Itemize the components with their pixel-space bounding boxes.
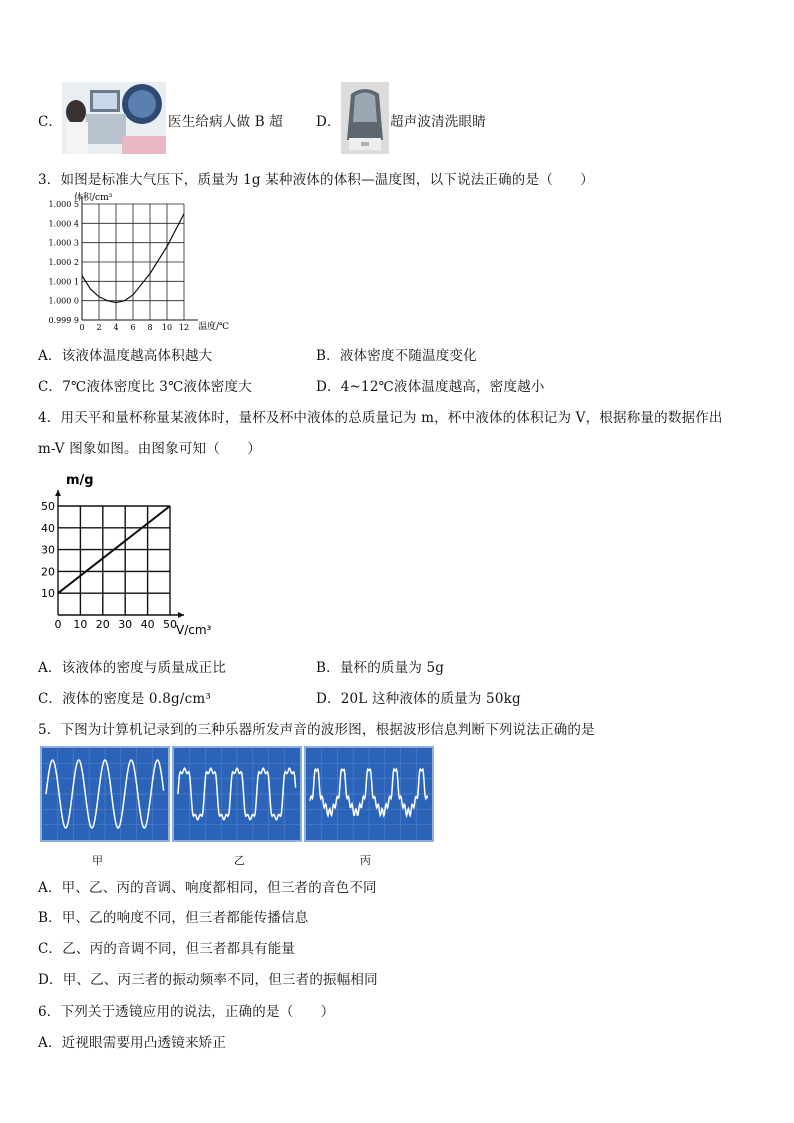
humidifier-photo [341,82,389,154]
q6-option-a: A．近视眼需要用凸透镜来矫正 [38,1035,227,1051]
q5-option-c: C．乙、丙的音调不同，但三者都具有能量 [38,941,296,957]
waveform-label-bing: 丙 [360,854,371,867]
chart3-xtick: 6 [130,323,136,332]
waveform-label-jia: 甲 [92,854,103,867]
chart3-ytick: 1.000 3 [48,238,79,248]
chart3-xtick: 12 [178,323,190,332]
chart3-xtick: 2 [96,323,102,332]
chart4-x-arrow [178,612,184,618]
chart3-ytick: 1.000 5 [48,200,79,209]
chart4-ylabel: m/g [66,473,94,488]
q2-option-d-text: 超声波清洗眼睛 [390,114,486,130]
chart-mass-volume [38,470,228,640]
chart3-ytick: 1.000 2 [48,258,79,267]
q2-option-c-label: C． [38,114,63,130]
q3-option-b: B．液体密度不随温度变化 [316,348,477,364]
chart4-xtick: 0 [54,618,62,631]
q4-option-b: B．量杯的质量为 5g [316,660,445,676]
q3-stem: 3．如图是标准大气压下，质量为 1g 某种液体的体积—温度图，以下说法正确的是（ ） [38,172,595,188]
q6-stem: 6．下列关于透镜应用的说法，正确的是（ ） [38,1004,335,1020]
chart3-ytick: 1.000 1 [48,277,79,287]
chart3-ytick: 1.000 0 [48,296,79,306]
chart3-xtick: 8 [147,323,153,332]
chart4-ytick: 40 [41,521,55,535]
q4-option-a: A．该液体的密度与质量成正比 [38,660,227,676]
q5-option-b: B．甲、乙的响度不同，但三者都能传播信息 [38,910,309,926]
chart-volume-temperature [38,190,238,338]
chart3-xtick: 0 [79,323,85,332]
q5-option-d: D．甲、乙、丙三者的振动频率不同，但三者的振幅相同 [38,972,378,988]
q2-option-d-label: D． [316,114,341,130]
chart4-ytick: 10 [41,587,55,601]
chart4-xtick: 40 [140,618,155,631]
chart3-ylabel: 体积/cm³ [74,193,113,203]
q3-option-c: C．7℃液体密度比 3℃液体密度大 [38,379,252,395]
q4-option-d: D．20L 这种液体的质量为 50kg [316,691,521,707]
chart4-ytick: 30 [41,543,55,557]
q4-stem-line2: m-V 图象如图。由图象可知（ ） [38,441,262,457]
waveform-label-yi: 乙 [234,854,245,867]
q2-option-c-text: 医生给病人做 B 超 [168,114,284,130]
chart4-xtick: 20 [95,618,110,631]
chart3-xtick: 10 [161,323,173,332]
q3-option-a: A．该液体温度越高体积越大 [38,348,213,364]
chart3-xtick: 4 [113,323,119,332]
waveform-jia [40,746,170,842]
waveform-bing [304,746,434,842]
q4-option-c: C．液体的密度是 0.8g/cm³ [38,691,211,707]
chart3-ytick: 1.000 4 [48,219,79,229]
chart4-ytick: 50 [41,500,55,513]
ultrasound-photo [62,82,166,154]
chart4-xtick: 30 [118,618,133,631]
q3-option-d: D．4~12℃液体温度越高，密度越小 [316,379,545,395]
chart4-ytick: 20 [41,565,55,579]
chart3-xlabel: 温度/℃ [198,322,230,332]
q5-stem: 5．下图为计算机记录到的三种乐器所发声音的波形图，根据波形信息判断下列说法正确的是 [38,722,595,738]
chart3-ytick: 0.999 9 [48,316,79,325]
chart4-xtick: 50 [163,618,177,631]
waveform-yi [172,746,302,842]
chart4-xlabel: V/cm³ [176,623,212,637]
q4-stem-line1: 4．用天平和量杯称量某液体时，量杯及杯中液体的总质量记为 m，杯中液体的体积记为 V，根据称量的数据作出 [38,410,723,426]
chart4-y-arrow [55,490,61,496]
q5-option-a: A．甲、乙、丙的音调、响度都相同，但三者的音色不同 [38,880,377,896]
chart4-xtick: 10 [73,618,88,631]
